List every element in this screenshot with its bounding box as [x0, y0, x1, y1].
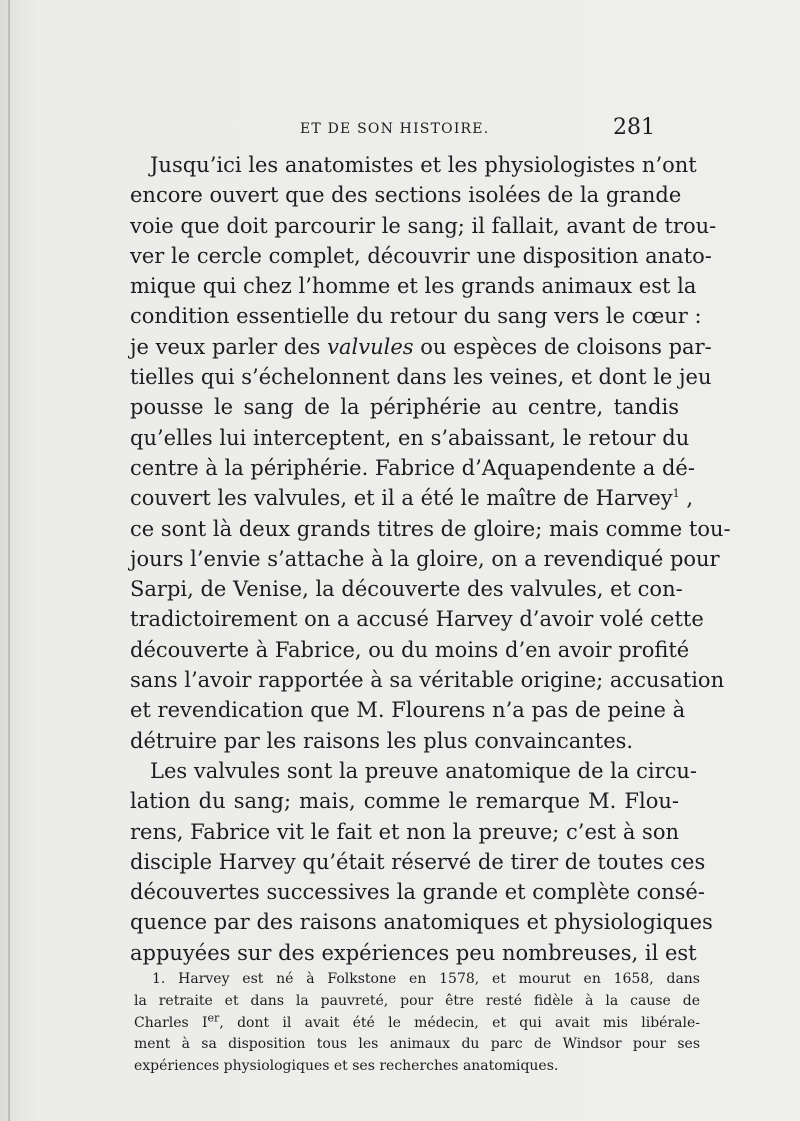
text-segment: ,	[686, 486, 694, 511]
text-line: mique qui chez l’homme et les grands animaux est la	[130, 274, 697, 299]
text-line: découverte à Fabrice, ou du moins d’en avoir profité	[130, 637, 690, 662]
footnote-line: la retraite et dans la pauvreté, pour être resté fidèle à la cause de	[134, 992, 700, 1009]
footnote-line	[134, 1010, 700, 1035]
text-line: Les valvules sont la preuve anatomique de la circu-	[150, 758, 697, 783]
text-line: qu’elles lui interceptent, en s’abaissant, le retour du	[130, 425, 690, 450]
footnote-line: ment à sa disposition tous les animaux du parc de Windsor pour ses	[134, 1036, 700, 1053]
text-segment: je veux parler des	[130, 334, 321, 359]
body-text	[130, 150, 731, 968]
text-line: encore ouvert que des sections isolées de la grande	[130, 183, 682, 208]
text-line: jours l’envie s’attache à la gloire, on a revendiqué pour	[130, 546, 720, 571]
text-line: pousse le sang de la périphérie au centre, tandis	[130, 395, 679, 420]
text-line: voie que doit parcourir le sang; il fallait, avant de trou-	[130, 213, 717, 238]
text-line	[130, 332, 712, 362]
text-line: lation du sang; mais, comme le remarque M. Flou-	[130, 789, 679, 814]
text-line: ce sont là deux grands titres de gloire; mais comme tou-	[130, 516, 731, 541]
superscript: er	[207, 1010, 220, 1024]
text-line: et revendication que M. Flourens n’a pas de peine à	[130, 698, 686, 723]
page-header	[300, 117, 655, 147]
page-gutter-shadow	[8, 0, 10, 1121]
footnotes	[134, 969, 700, 1078]
running-title: ET DE SON HISTOIRE.	[300, 121, 490, 137]
text-line: centre à la périphérie. Fabrice d’Aquapendente a dé-	[130, 455, 695, 480]
text-line: rens, Fabrice vit le fait et non la preuve; c’est à son	[130, 819, 679, 844]
text-line: quence par des raisons anatomiques et physiologiques	[130, 910, 713, 935]
text-segment: Charles I	[134, 1014, 208, 1031]
text-segment: , dont il avait été le médecin, et qui avait mis libérale-	[219, 1014, 700, 1031]
text-line: disciple Harvey qu’était réservé de tirer de toutes ces	[130, 849, 706, 874]
footnote-marker: 1	[672, 487, 680, 501]
text-segment: ou espèces de cloisons par-	[420, 334, 712, 359]
text-segment: couvert les valvules, et il a été le maître de Harvey	[130, 486, 673, 511]
footnote-line: expériences physiologiques et ses recherches anatomiques.	[134, 1058, 559, 1075]
italic-term: valvules	[327, 334, 414, 359]
text-line: découvertes successives la grande et complète consé-	[130, 880, 705, 905]
page-number: 281	[613, 115, 655, 140]
text-line: tielles qui s’échelonnent dans les veines, et dont le jeu	[130, 365, 712, 390]
text-line: appuyées sur des expériences peu nombreuses, il est	[130, 940, 697, 965]
footnote-line: 1. Harvey est né à Folkstone en 1578, et mourut en 1658, dans	[152, 971, 700, 987]
text-line: tradictoirement on a accusé Harvey d’avoir volé cette	[130, 607, 704, 632]
text-line: Jusqu’ici les anatomistes et les physiologistes n’ont	[150, 153, 697, 177]
text-line: Sarpi, de Venise, la découverte des valvules, et con-	[130, 577, 683, 602]
text-line: détruire par les raisons les plus convaincantes.	[130, 728, 634, 753]
text-line: ver le cercle complet, découvrir une disposition anato-	[130, 243, 712, 268]
text-line	[130, 483, 694, 513]
text-line: condition essentielle du retour du sang vers le cœur :	[130, 304, 702, 329]
text-line: sans l’avoir rapportée à sa véritable origine; accusation	[130, 668, 725, 693]
